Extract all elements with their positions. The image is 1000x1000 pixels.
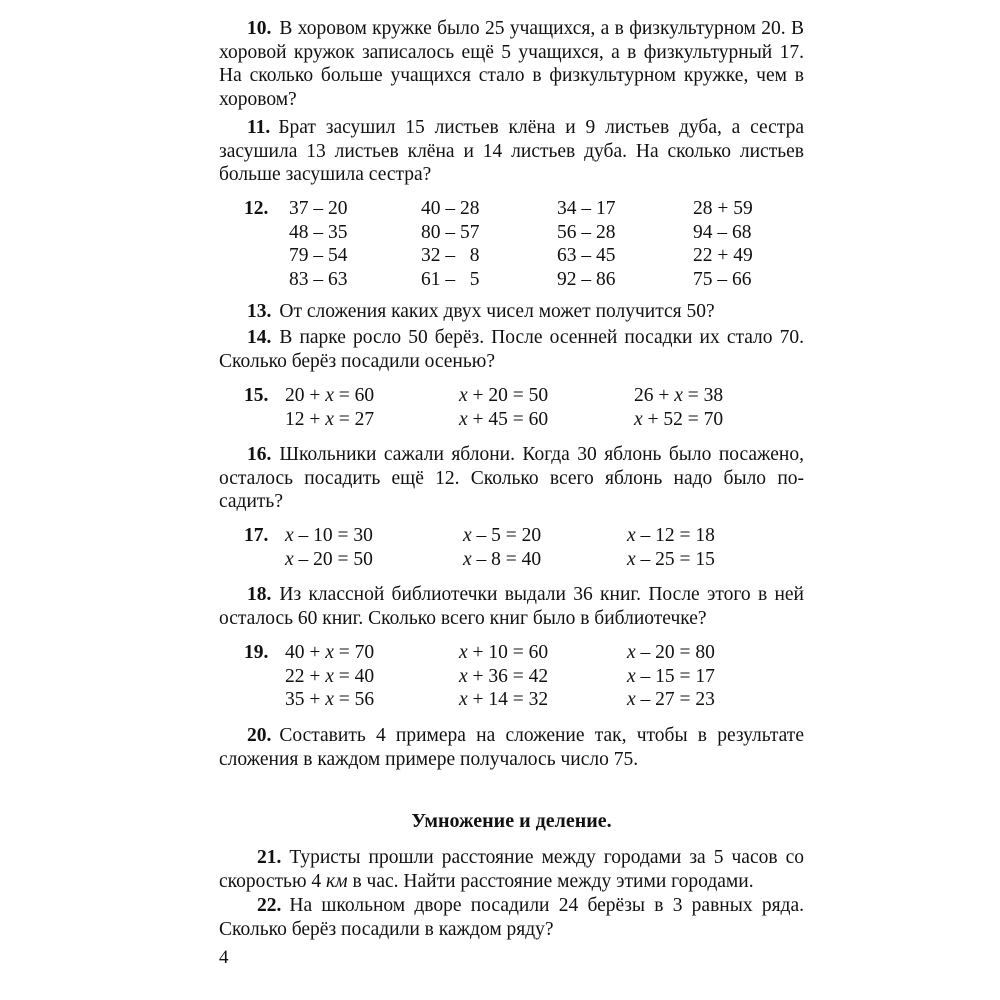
- equation-variable: x: [463, 548, 472, 570]
- equation: [285, 641, 374, 665]
- equation-variable: x: [459, 689, 468, 710]
- equation-variable: x: [325, 689, 334, 710]
- equation: [627, 688, 715, 712]
- equation-variable: x: [459, 385, 468, 406]
- equation-right: – 15 = 17: [635, 665, 715, 687]
- equation-left: 26 +: [634, 385, 675, 406]
- problem-18: [219, 583, 804, 630]
- problem-number: 14.: [247, 327, 272, 348]
- equation-variable: x: [325, 665, 334, 687]
- exercise-item: 28 + 59: [693, 198, 753, 219]
- problem-text: От сложения каких двух чисел может получится 50?: [279, 301, 715, 322]
- exercise-item: 83 – 63: [289, 268, 348, 290]
- equation-right: – 20 = 80: [635, 642, 715, 663]
- problem-21: [219, 846, 804, 893]
- equation-right: + 36 = 42: [467, 665, 549, 687]
- equation-variable: x: [459, 642, 468, 663]
- equation-variable: x: [459, 408, 468, 430]
- exercise-item: 94 – 68: [693, 221, 752, 243]
- equation: [285, 384, 374, 408]
- problem-number: 22.: [257, 895, 282, 916]
- equation: [459, 384, 548, 408]
- equation-variable: x: [285, 548, 294, 570]
- equation: [459, 408, 548, 432]
- problem-text: Туристы прошли расстояние между городами за 5 часов со скоростью 4: [219, 847, 804, 892]
- problem-16: [219, 443, 804, 514]
- equation: [634, 408, 723, 432]
- equation-right: + 14 = 32: [467, 689, 549, 710]
- equation-right: = 70: [333, 642, 375, 663]
- exercise-item: 63 – 45: [557, 245, 616, 266]
- problem-text-end: в час. Найти расстояние между этими городами.: [347, 870, 754, 892]
- problem-number: 10.: [247, 18, 272, 39]
- equation-variable: x: [627, 689, 636, 710]
- equation-right: – 25 = 15: [635, 548, 715, 570]
- problem-22: [219, 894, 804, 941]
- problem-number: 13.: [247, 301, 272, 322]
- problem-11: [219, 116, 804, 187]
- equation-right: – 10 = 30: [293, 525, 373, 546]
- exercise-item: 37 – 20: [289, 198, 348, 219]
- unit-km: км: [326, 870, 348, 892]
- equation-variable: x: [627, 525, 636, 546]
- exercise-number: 12.: [244, 198, 269, 219]
- problem-13: [219, 300, 804, 324]
- equation-variable: x: [285, 525, 294, 546]
- equation-variable: x: [325, 385, 334, 406]
- exercise-number: 17.: [244, 525, 269, 546]
- equation-right: – 12 = 18: [635, 525, 715, 546]
- equation-right: + 20 = 50: [467, 385, 549, 406]
- problem-number: 18.: [247, 584, 272, 605]
- section-heading: Умножение и деление.: [411, 810, 612, 832]
- problem-text: Школьники сажали яблони. Когда 30 яблонь было посажено, осталось посадить ещё 12. Сколько всего яблонь надо было посадить?: [219, 444, 804, 512]
- exercise-item: 32 – 8: [421, 245, 480, 266]
- exercise-item: 92 – 86: [557, 268, 616, 290]
- equation: [459, 665, 548, 689]
- page-number: 4: [219, 947, 229, 968]
- exercise-item: 22 + 49: [693, 245, 753, 266]
- equation-right: – 27 = 23: [635, 689, 715, 710]
- equation: [285, 548, 373, 572]
- equation: [459, 641, 548, 665]
- exercise-item: 80 – 57: [421, 221, 480, 243]
- equation-variable: x: [459, 665, 468, 687]
- equation-right: = 60: [333, 385, 375, 406]
- equation-variable: x: [674, 385, 683, 406]
- equation-right: = 27: [333, 408, 375, 430]
- problem-number: 21.: [257, 847, 282, 868]
- equation-left: 22 +: [285, 665, 326, 687]
- equation-right: = 40: [333, 665, 375, 687]
- equation-variable: x: [627, 548, 636, 570]
- equation: [627, 548, 715, 572]
- equation-right: = 56: [333, 689, 375, 710]
- problem-number: 20.: [247, 725, 272, 746]
- problem-text: В хоровом кружке было 25 учащихся, а в физкультурном 20. В хоровой кружок записалось ещё 5 учащихся, а в физкультурный 17. На сколько больше учащихся стало в физкультурном кружке, чем в хоровом?: [219, 18, 804, 110]
- equation: [459, 688, 548, 712]
- problem-number: 11.: [247, 117, 271, 138]
- exercise-item: 48 – 35: [289, 221, 348, 243]
- equation: [285, 665, 374, 689]
- equation-left: 35 +: [285, 689, 326, 710]
- equation-right: – 5 = 20: [471, 525, 542, 546]
- problem-text: Из классной библиотечки выдали 36 книг. После этого в ней осталось 60 книг. Сколько всего книг было в библиотечке?: [219, 584, 804, 629]
- equation: [463, 524, 541, 548]
- exercise-number: 19.: [244, 642, 269, 663]
- equation: [285, 408, 374, 432]
- equation-left: 40 +: [285, 642, 326, 663]
- equation: [627, 641, 715, 665]
- equation-variable: x: [463, 525, 472, 546]
- equation-left: 20 +: [285, 385, 326, 406]
- exercise-item: 75 – 66: [693, 268, 752, 290]
- equation-variable: x: [627, 642, 636, 663]
- problem-number: 16.: [247, 444, 272, 465]
- exercise-item: 61 – 5: [421, 268, 480, 290]
- equation: [627, 524, 715, 548]
- problem-10: [219, 17, 804, 111]
- equation-right: – 8 = 40: [471, 548, 542, 570]
- equation: [627, 665, 715, 689]
- problem-text: Составить 4 примера на сложение так, чтобы в результате сложения в каждом примере получалось число 75.: [219, 725, 804, 770]
- equation-right: + 52 = 70: [642, 408, 724, 430]
- equation-variable: x: [325, 408, 334, 430]
- equation-right: + 45 = 60: [467, 408, 549, 430]
- equation-right: – 20 = 50: [293, 548, 373, 570]
- equation: [285, 688, 374, 712]
- equation: [285, 524, 373, 548]
- equation-variable: x: [325, 642, 334, 663]
- problem-text: В парке росло 50 берёз. После осенней посадки их стало 70. Сколько берёз посадили осенью?: [219, 327, 804, 372]
- equation: [463, 548, 541, 572]
- problem-20: [219, 724, 804, 771]
- exercise-number: 15.: [244, 385, 269, 406]
- problem-text: Брат засушил 15 листьев клёна и 9 листьев дуба, а сестра засушила 13 листьев клёна и 14 листьев дуба. На сколько листьев больше засушила сестра?: [219, 117, 804, 185]
- equation-variable: x: [627, 665, 636, 687]
- exercise-item: 40 – 28: [421, 198, 480, 219]
- equation: [634, 384, 723, 408]
- problem-14: [219, 326, 804, 373]
- equation-right: + 10 = 60: [467, 642, 549, 663]
- exercise-item: 56 – 28: [557, 221, 616, 243]
- exercise-item: 79 – 54: [289, 245, 348, 266]
- problem-text: На школьном дворе посадили 24 берёзы в 3 равных ряда. Сколько берёз посадили в каждом ряду?: [219, 895, 804, 940]
- equation-right: = 38: [682, 385, 724, 406]
- equation-left: 12 +: [285, 408, 326, 430]
- equation-variable: x: [634, 408, 643, 430]
- exercise-item: 34 – 17: [557, 198, 616, 219]
